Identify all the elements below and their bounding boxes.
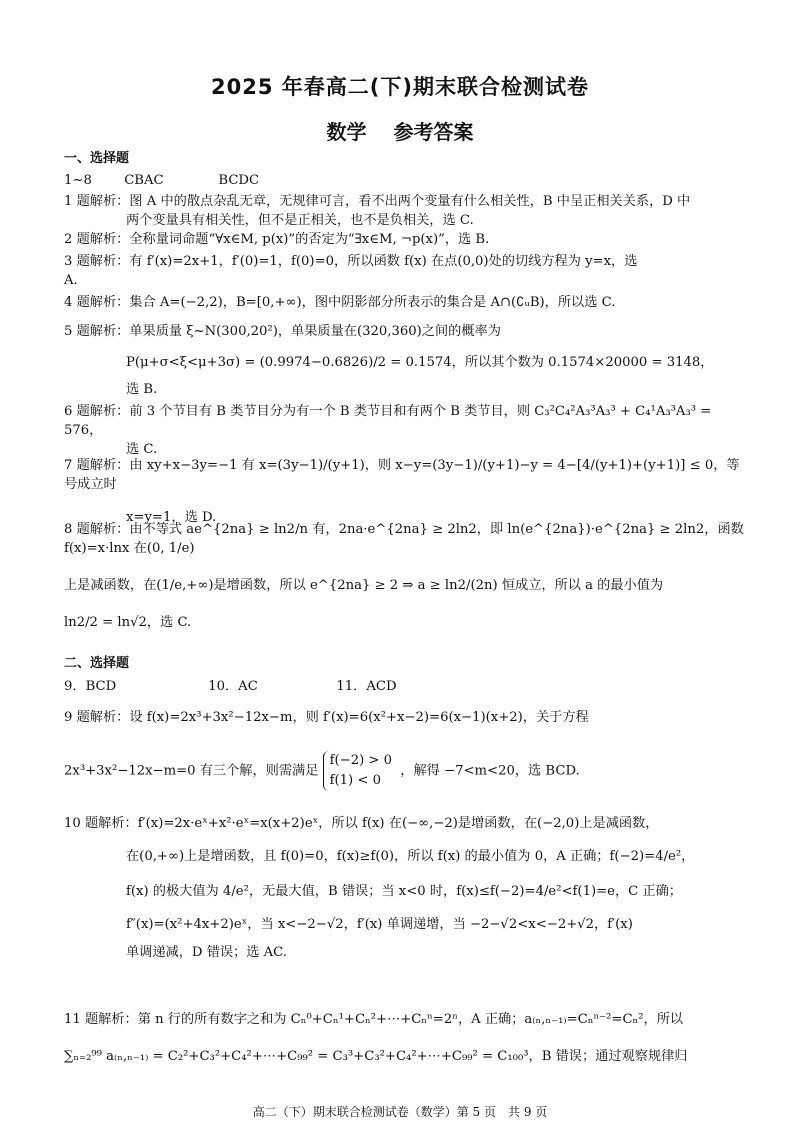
exam-title: 2025 年春高二(下)期末联合检测试卷 <box>211 75 589 99</box>
q8-solution <box>64 520 744 633</box>
q7-line1: 由 xy+x−3y=−1 有 x=(3y−1)/(y+1)，则 x−y=(3y−1)/(y+1)−y = 4−[4/(y+1)+(y+1)] ≤ 0，等号成立时 <box>64 458 740 493</box>
q11-line2: ∑ₙ₌₂⁹⁹ a₍ₙ,ₙ₋₁₎ = C₂²+C₃²+C₄²+⋯+C₉₉² = C₃³+C₃²+C₄²+⋯+C₉₉² = C₁₀₀³，B 错误；通过观察规律归 <box>64 1049 688 1065</box>
q7-solution <box>64 456 744 527</box>
q9-line2a: 2x³+3x²−12x−m=0 有三个解，则需满足 <box>64 763 319 779</box>
q10-line2: 在(0,+∞)上是增函数，且 f(0)=0，f(x)≥f(0)，所以 f(x) 的最小值为 0，A 正确；f(−2)=4/e²， <box>126 849 695 865</box>
q11-line1: 第 n 行的所有数字之和为 Cₙ⁰+Cₙ¹+Cₙ²+⋯+Cₙⁿ=2ⁿ，A 正确；a₍ₙ,ₙ₋₁₎=Cₙⁿ⁻²=Cₙ²，所以 <box>137 1012 684 1027</box>
q10-line4: f″(x)=(x²+4x+2)eˣ，当 x<−2−√2，f′(x) 单调递增，当 −2−√2<x<−2+√2，f′(x) <box>126 917 633 933</box>
q6-line1: 前 3 个节目有 B 类节目分为有一个 B 类节目和有两个 B 类节目，则 C₃²C₄²A₃³A₃³ + C₄¹A₃³A₃³ = 576， <box>64 404 712 439</box>
q2-solution <box>64 230 744 249</box>
q8-line3: ln2/2 = ln√2，选 C. <box>64 615 192 631</box>
q9-line2b: ，解得 −7<m<20，选 BCD. <box>400 763 580 779</box>
q2-label: 2 题解析： <box>64 232 130 247</box>
q9-solution <box>64 708 744 791</box>
page-footer: 高二（下）期末联合检测试卷（数学）第 5 页 共 9 页 <box>252 1105 548 1119</box>
answers-group-b: BCDC <box>218 173 260 188</box>
q5-label: 5 题解析： <box>64 324 130 339</box>
q9-label: 9 题解析： <box>64 710 130 725</box>
q9-line1: 设 f(x)=2x³+3x²−12x−m，则 f′(x)=6(x²+x−2)=6(x−1)(x+2)，关于方程 <box>129 710 589 725</box>
q3-solution <box>64 252 744 290</box>
q8-line1: 由不等式 ae^{2na} ≥ ln2/n 有，2na·e^{2na} ≥ 2ln2，即 ln(e^{2na})·e^{2na} ≥ 2ln2，函数 f(x)=x·lnx 在(0, 1/e) <box>64 522 744 557</box>
q10-line5: 单调递减，D 错误；选 AC. <box>126 944 287 960</box>
q10-line3: f(x) 的极大值为 4/e²，无最大值，B 错误；当 x<0 时，f(x)≤f(−2)=4/e²<f(1)=e，C 正确； <box>126 884 682 900</box>
q4-text: 集合 A=(−2,2)，B=[0,+∞)，图中阴影部分所表示的集合是 A∩(∁ᵤB)，所以选 C. <box>129 295 616 310</box>
q4-label: 4 题解析： <box>64 295 130 310</box>
q3-line1: 有 f′(x)=2x+1，f′(0)=1，f(0)=0，所以函数 f(x) 在点(0,0)处的切线方程为 y=x，选 <box>129 254 638 269</box>
q6-label: 6 题解析： <box>64 404 130 419</box>
q5-solution <box>64 322 744 399</box>
q8-label: 8 题解析： <box>64 522 130 537</box>
answers-group-a: CBAC <box>124 173 164 188</box>
q11-solution <box>64 1010 744 1066</box>
subject-label: 数学 <box>326 120 367 144</box>
q9-condition-1: f(−2) > 0 <box>329 753 393 769</box>
answer-10: 10．AC <box>208 679 258 694</box>
section2-heading: 二、选择题 <box>64 656 130 671</box>
doc-type-label: 参考答案 <box>393 120 474 144</box>
q8-line2: 上是减函数，在(1/e,+∞)是增函数，所以 e^{2na} ≥ 2 ⇒ a ≥ ln2/(2n) 恒成立，所以 a 的最小值为 <box>64 578 664 594</box>
q2-text: 全称量词命题“∀x∈M, p(x)”的否定为“∃x∈M, ¬p(x)”，选 B. <box>129 232 490 247</box>
section1-heading: 一、选择题 <box>64 151 130 166</box>
q10-solution <box>64 814 744 962</box>
document-subtitle <box>0 118 800 147</box>
q9-condition-2: f(1) < 0 <box>329 772 382 788</box>
section2-answer-key <box>64 677 744 696</box>
q3-line2: A. <box>64 273 78 289</box>
q7-label: 7 题解析： <box>64 458 130 473</box>
q6-line2: 选 C. <box>126 442 158 458</box>
q3-label: 3 题解析： <box>64 254 130 269</box>
q1-solution <box>64 192 744 230</box>
q5-line2: P(μ+σ<ξ<μ+3σ) = (0.9974−0.6826)/2 = 0.1574，所以其个数为 0.1574×20000 = 3148， <box>126 355 714 371</box>
q5-line3: 选 B. <box>126 382 158 398</box>
q10-line1: f′(x)=2x·eˣ+x²·eˣ=x(x+2)eˣ，所以 f(x) 在(−∞,−2)是增函数，在(−2,0)上是减函数， <box>137 816 659 831</box>
q1-line1: 图 A 中的散点杂乱无章，无规律可言，看不出两个变量有什么相关性，B 中呈正相关关系，D 中 <box>129 194 691 209</box>
q1-line2: 两个变量具有相关性，但不是正相关，也不是负相关，选 C. <box>126 213 474 229</box>
q9-inequality-system <box>323 751 396 791</box>
q7-line2: x=y=1，选 D. <box>126 510 217 526</box>
q5-line1: 单果质量 ξ~N(300,20²)，单果质量在(320,360)之间的概率为 <box>129 324 501 339</box>
q1-label: 1 题解析： <box>64 194 130 209</box>
answer-range: 1~8 <box>64 173 92 188</box>
q4-solution <box>64 293 744 312</box>
q6-solution <box>64 402 744 459</box>
answer-9: 9．BCD <box>64 679 117 694</box>
q10-label: 10 题解析： <box>64 816 138 831</box>
q11-label: 11 题解析： <box>64 1012 138 1027</box>
section1-answer-key <box>64 171 744 190</box>
answer-11: 11．ACD <box>336 679 397 694</box>
